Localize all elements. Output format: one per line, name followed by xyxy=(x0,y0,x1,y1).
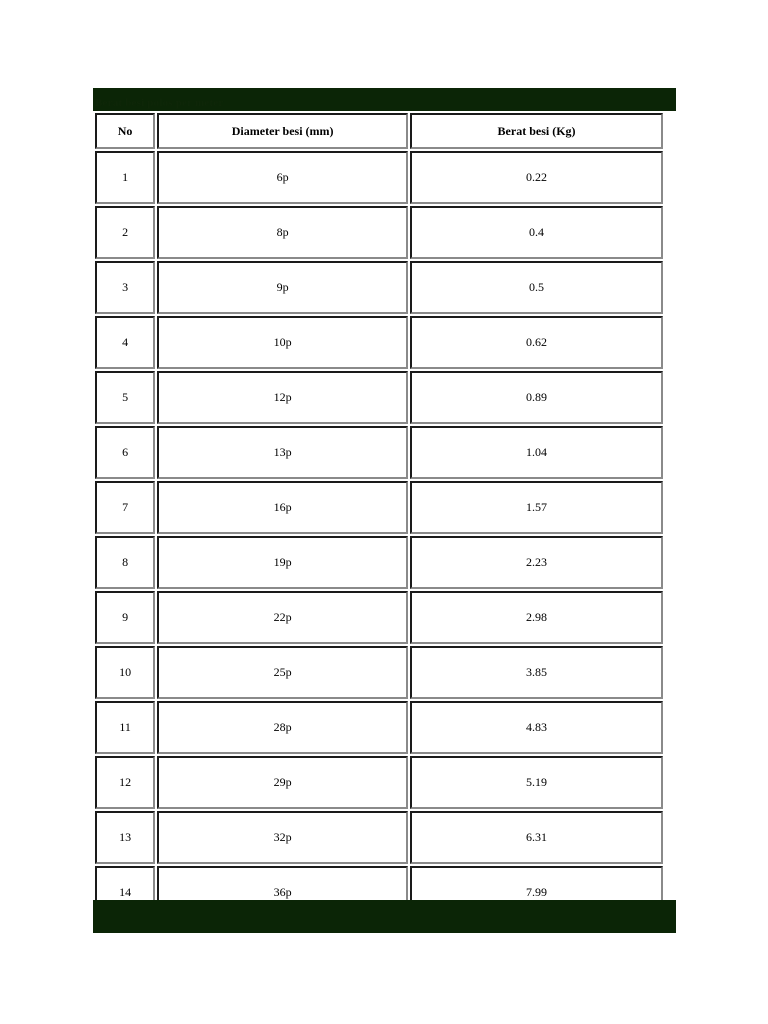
table-row xyxy=(95,756,663,809)
table-footer-band xyxy=(93,900,676,933)
cell-diameter: 29p xyxy=(157,756,408,809)
cell-diameter: 32p xyxy=(157,811,408,864)
cell-weight: 4.83 xyxy=(410,701,663,754)
table-row xyxy=(95,261,663,314)
column-header-weight: Berat besi (Kg) xyxy=(410,113,663,149)
cell-no: 4 xyxy=(95,316,155,369)
table-row xyxy=(95,701,663,754)
cell-diameter: 22p xyxy=(157,591,408,644)
table-row xyxy=(95,426,663,479)
cell-no: 11 xyxy=(95,701,155,754)
cell-weight: 0.89 xyxy=(410,371,663,424)
cell-weight: 1.57 xyxy=(410,481,663,534)
cell-diameter: 12p xyxy=(157,371,408,424)
table-row xyxy=(95,811,663,864)
cell-weight: 0.5 xyxy=(410,261,663,314)
cell-weight: 3.85 xyxy=(410,646,663,699)
cell-diameter: 13p xyxy=(157,426,408,479)
cell-diameter: 36p xyxy=(157,866,408,900)
cell-no: 12 xyxy=(95,756,155,809)
cell-no: 5 xyxy=(95,371,155,424)
cell-no: 13 xyxy=(95,811,155,864)
table-row xyxy=(95,316,663,369)
cell-no: 14 xyxy=(95,866,155,900)
cell-diameter: 16p xyxy=(157,481,408,534)
table-container xyxy=(93,111,665,900)
cell-weight: 0.22 xyxy=(410,151,663,204)
cell-no: 3 xyxy=(95,261,155,314)
cell-no: 2 xyxy=(95,206,155,259)
cell-weight: 7.99 xyxy=(410,866,663,900)
cell-diameter: 6p xyxy=(157,151,408,204)
cell-diameter: 8p xyxy=(157,206,408,259)
cell-diameter: 25p xyxy=(157,646,408,699)
column-header-diameter: Diameter besi (mm) xyxy=(157,113,408,149)
cell-weight: 0.62 xyxy=(410,316,663,369)
cell-weight: 5.19 xyxy=(410,756,663,809)
table-row xyxy=(95,206,663,259)
cell-no: 6 xyxy=(95,426,155,479)
cell-diameter: 9p xyxy=(157,261,408,314)
cell-no: 9 xyxy=(95,591,155,644)
table-row xyxy=(95,151,663,204)
cell-weight: 0.4 xyxy=(410,206,663,259)
cell-diameter: 10p xyxy=(157,316,408,369)
table-row xyxy=(95,371,663,424)
table-row xyxy=(95,646,663,699)
cell-weight: 2.23 xyxy=(410,536,663,589)
table-row xyxy=(95,536,663,589)
column-header-no: No xyxy=(95,113,155,149)
table-row xyxy=(95,866,663,900)
cell-no: 10 xyxy=(95,646,155,699)
weight-table xyxy=(93,111,665,900)
cell-no: 7 xyxy=(95,481,155,534)
table-row xyxy=(95,591,663,644)
table-header-row xyxy=(95,113,663,149)
cell-weight: 6.31 xyxy=(410,811,663,864)
cell-no: 8 xyxy=(95,536,155,589)
cell-diameter: 28p xyxy=(157,701,408,754)
table-title: Berat besi polos per meter xyxy=(95,97,224,109)
cell-weight: 1.04 xyxy=(410,426,663,479)
cell-weight: 2.98 xyxy=(410,591,663,644)
table-row xyxy=(95,481,663,534)
cell-diameter: 19p xyxy=(157,536,408,589)
cell-no: 1 xyxy=(95,151,155,204)
